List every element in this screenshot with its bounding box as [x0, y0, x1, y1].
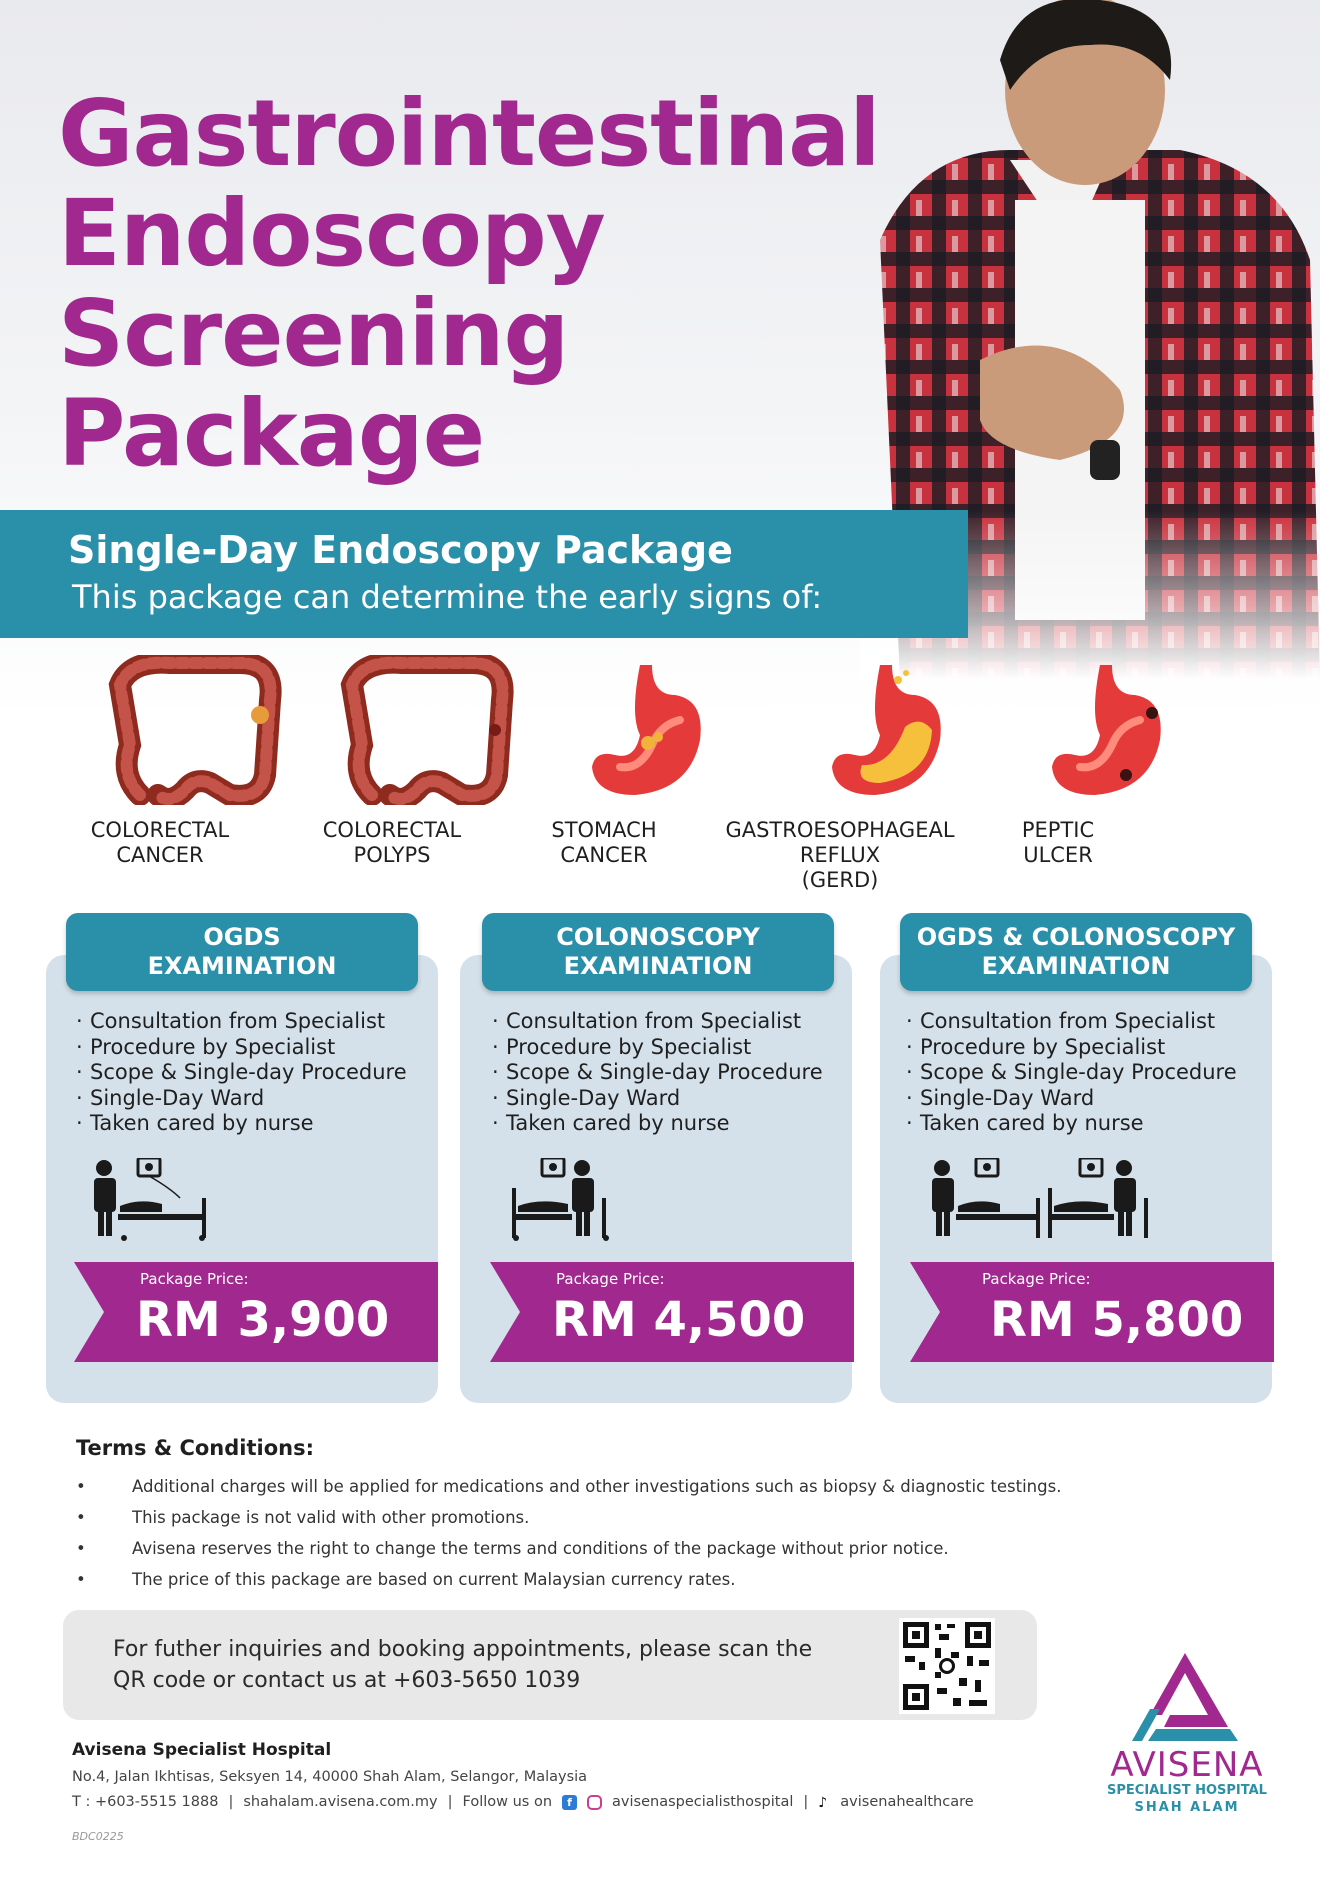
list-item: • The price of this package are based on current Malaysian currency rates. — [74, 1567, 1154, 1598]
list-item: · Consultation from Specialist — [76, 1009, 407, 1035]
list-item: · Single-Day Ward — [76, 1086, 407, 1112]
avisena-logo-icon — [1090, 1645, 1280, 1825]
address: No.4, Jalan Ikhtisas, Seksyen 14, 40000 Shah Alam, Selangor, Malaysia — [72, 1769, 588, 1785]
website-link[interactable]: shahalam.avisena.com.my — [243, 1794, 438, 1810]
doctor-patient-icon — [510, 1158, 610, 1242]
package-card-title: OGDS EXAMINATION — [66, 913, 418, 991]
tiktok-handle[interactable]: avisenahealthcare — [840, 1794, 974, 1810]
list-item: · Procedure by Specialist — [492, 1035, 823, 1061]
title-line: Gastrointestinal — [58, 80, 880, 187]
list-item: · Single-Day Ward — [492, 1086, 823, 1112]
price-band — [490, 1262, 854, 1362]
colon-icon — [332, 655, 532, 805]
package-card-title: COLONOSCOPY EXAMINATION — [482, 913, 834, 991]
stomach-icon — [540, 655, 740, 805]
stomach-ulcer-icon — [1000, 655, 1200, 805]
price-label: Package Price: — [556, 1270, 665, 1288]
package-feature-list — [76, 1009, 407, 1137]
list-item: · Procedure by Specialist — [906, 1035, 1237, 1061]
package-feature-list — [492, 1009, 823, 1137]
doctor-patient-icon — [90, 1158, 210, 1242]
facebook-icon[interactable]: f — [562, 1795, 577, 1810]
follow-label: Follow us on — [462, 1794, 553, 1810]
list-item: · Consultation from Specialist — [492, 1009, 823, 1035]
condition-label: GASTROESOPHAGEAL REFLUX (GERD) — [725, 818, 955, 892]
terms-list — [74, 1474, 1154, 1598]
doctor-patient-icon — [928, 1158, 1152, 1242]
qr-code-icon[interactable] — [899, 1618, 995, 1714]
document-code: BDC0225 — [72, 1830, 124, 1843]
title-line: Screening — [58, 280, 569, 387]
colon-icon — [100, 655, 300, 805]
title-line: Package — [58, 380, 485, 487]
condition-label: COLORECTAL CANCER — [90, 818, 230, 867]
price-label: Package Price: — [982, 1270, 1091, 1288]
list-item: · Consultation from Specialist — [906, 1009, 1237, 1035]
logo-subtitle: SPECIALIST HOSPITAL — [1107, 1783, 1267, 1798]
logo-location: SHAH ALAM — [1134, 1800, 1240, 1815]
price-band — [74, 1262, 438, 1362]
list-item: · Taken cared by nurse — [492, 1111, 823, 1137]
footer-contact-line — [72, 1794, 974, 1810]
price-band — [910, 1262, 1274, 1362]
list-item: · Taken cared by nurse — [906, 1111, 1237, 1137]
social-handle[interactable]: avisenaspecialisthospital — [612, 1794, 794, 1810]
list-item: • This package is not valid with other promotions. — [74, 1505, 1154, 1536]
condition-label: COLORECTAL POLYPS — [322, 818, 462, 867]
price-value: RM 4,500 — [552, 1292, 806, 1348]
hospital-name: Avisena Specialist Hospital — [72, 1740, 332, 1760]
condition-label: PEPTIC ULCER — [1021, 818, 1095, 867]
banner-subtitle: This package can determine the early signs of: — [72, 578, 823, 616]
price-value: RM 5,800 — [990, 1292, 1244, 1348]
contact-box — [63, 1610, 1037, 1720]
banner-title: Single-Day Endoscopy Package — [68, 528, 733, 572]
terms-title: Terms & Conditions: — [76, 1436, 314, 1460]
price-label: Package Price: — [140, 1270, 249, 1288]
divider: | — [447, 1794, 453, 1810]
package-card-title: OGDS & COLONOSCOPY EXAMINATION — [900, 913, 1252, 991]
list-item: · Taken cared by nurse — [76, 1111, 407, 1137]
list-item: · Single-Day Ward — [906, 1086, 1237, 1112]
condition-label: STOMACH CANCER — [551, 818, 657, 867]
page-title — [58, 80, 918, 487]
list-item: · Scope & Single-day Procedure — [492, 1060, 823, 1086]
list-item: • Avisena reserves the right to change the terms and conditions of the package without prior notice. — [74, 1536, 1154, 1567]
tiktok-icon[interactable]: ♪ — [818, 1794, 828, 1811]
stomach-reflux-icon — [780, 655, 980, 805]
title-line: Endoscopy — [58, 180, 605, 287]
divider: | — [803, 1794, 809, 1810]
instagram-icon[interactable] — [587, 1795, 602, 1810]
package-feature-list — [906, 1009, 1237, 1137]
list-item: · Scope & Single-day Procedure — [906, 1060, 1237, 1086]
divider: | — [228, 1794, 234, 1810]
price-value: RM 3,900 — [136, 1292, 390, 1348]
list-item: · Scope & Single-day Procedure — [76, 1060, 407, 1086]
logo-name: AVISENA — [1110, 1745, 1264, 1785]
list-item: • Additional charges will be applied for medications and other investigations such as biopsy & diagnostic testings. — [74, 1474, 1154, 1505]
contact-text: For futher inquiries and booking appointments, please scan the QR code or contact us at +603-5650 1039 — [113, 1637, 813, 1693]
list-item: · Procedure by Specialist — [76, 1035, 407, 1061]
phone-number: T : +603-5515 1888 — [72, 1794, 219, 1810]
